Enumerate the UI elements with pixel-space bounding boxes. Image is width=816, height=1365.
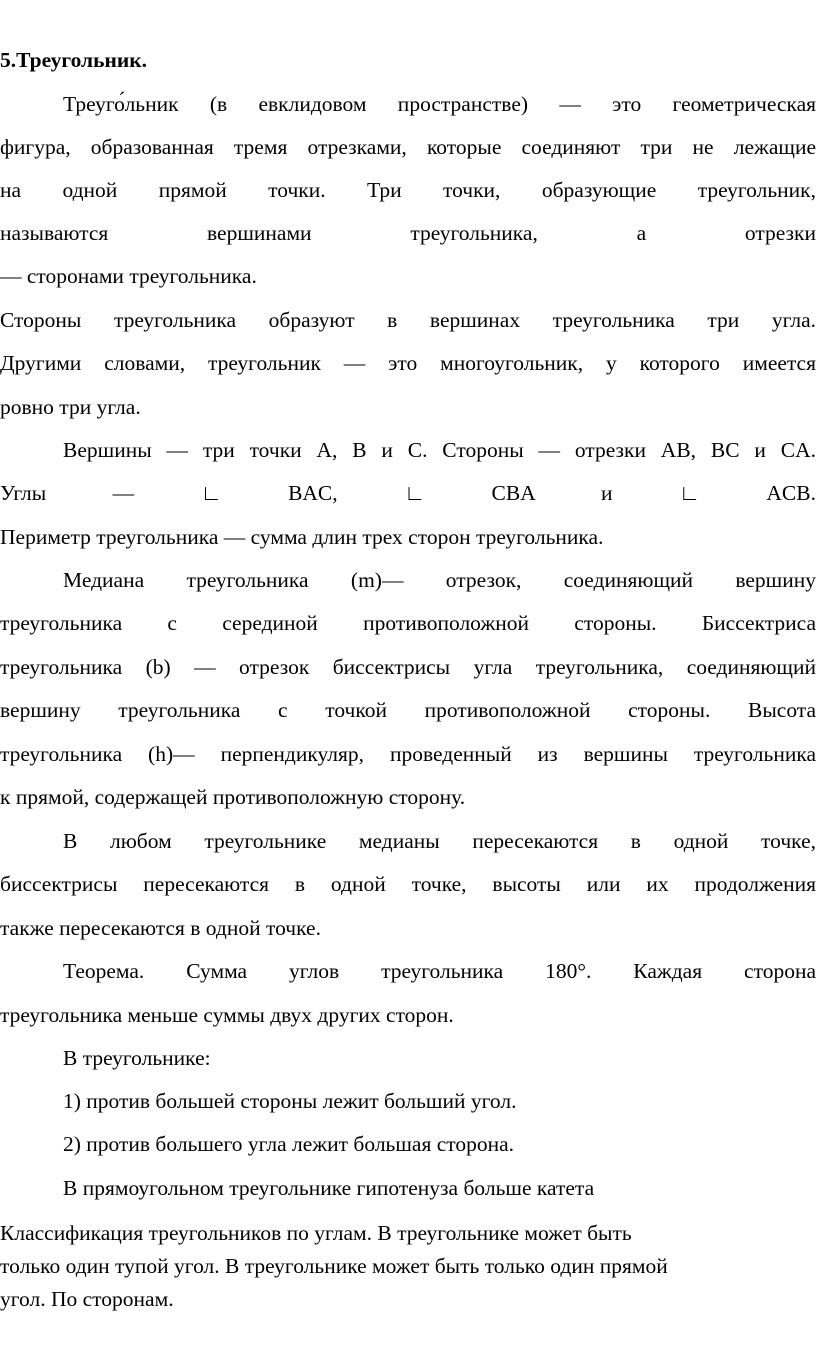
section-title: 5.Треугольник.	[0, 48, 148, 72]
paragraph-line: треугольника (b) — отрезок биссектрисы угла треугольника, соединяющий	[0, 655, 816, 679]
paragraph-line: В прямоугольном треугольнике гипотенуза больше катета	[63, 1176, 595, 1200]
paragraph-line: В треугольнике:	[63, 1046, 211, 1070]
paragraph-line: Углы — ∟ BAC, ∟ CBA и ∟ ACB.	[0, 481, 816, 505]
paragraph-line: вершину треугольника с точкой противоположной стороны. Высота	[0, 698, 816, 722]
paragraph-line: на одной прямой точки. Три точки, образующие треугольник,	[0, 178, 816, 202]
paragraph-line: В любом треугольнике медианы пересекаются в одной точке,	[63, 829, 816, 853]
paragraph-line: угол. По сторонам.	[0, 1287, 174, 1311]
paragraph-line: треугольника с серединой противоположной стороны. Биссектриса	[0, 611, 816, 635]
paragraph-line: Другими словами, треугольник — это многоугольник, у которого имеется	[0, 351, 816, 375]
list-item: 2) против большего угла лежит большая сторона.	[63, 1132, 515, 1156]
paragraph-line: ровно три угла.	[0, 395, 141, 419]
paragraph-line: Медиана треугольника (m)— отрезок, соединяющий вершину	[63, 568, 816, 592]
paragraph-line: называются вершинами треугольника, а отрезки	[0, 221, 816, 245]
paragraph-line: фигура, образованная тремя отрезками, которые соединяют три не лежащие	[0, 135, 816, 159]
paragraph-line: Треуго́льник (в евклидовом пространстве) — это геометрическая	[63, 92, 816, 116]
list-item: 1) против большей стороны лежит больший угол.	[63, 1089, 517, 1113]
paragraph-line: также пересекаются в одной точке.	[0, 916, 321, 940]
paragraph-line: Периметр треугольника — сумма длин трех сторон треугольника.	[0, 525, 604, 549]
paragraph-line: — сторонами треугольника.	[0, 264, 257, 288]
paragraph-line: Классификация треугольников по углам. В треугольнике может быть	[0, 1221, 632, 1245]
paragraph-line: к прямой, содержащей противоположную сторону.	[0, 785, 466, 809]
paragraph-line: Теорема. Сумма углов треугольника 180°. Каждая сторона	[63, 959, 816, 983]
paragraph-line: треугольника (h)— перпендикуляр, проведенный из вершины треугольника	[0, 742, 816, 766]
paragraph-line: Вершины — три точки A, B и C. Стороны — отрезки AB, BC и CA.	[63, 438, 816, 462]
paragraph-line: биссектрисы пересекаются в одной точке, высоты или их продолжения	[0, 872, 816, 896]
paragraph-line: только один тупой угол. В треугольнике может быть только один прямой	[0, 1254, 668, 1278]
paragraph-line: Стороны треугольника образуют в вершинах треугольника три угла.	[0, 308, 816, 332]
paragraph-line: треугольника меньше суммы двух других сторон.	[0, 1003, 454, 1027]
